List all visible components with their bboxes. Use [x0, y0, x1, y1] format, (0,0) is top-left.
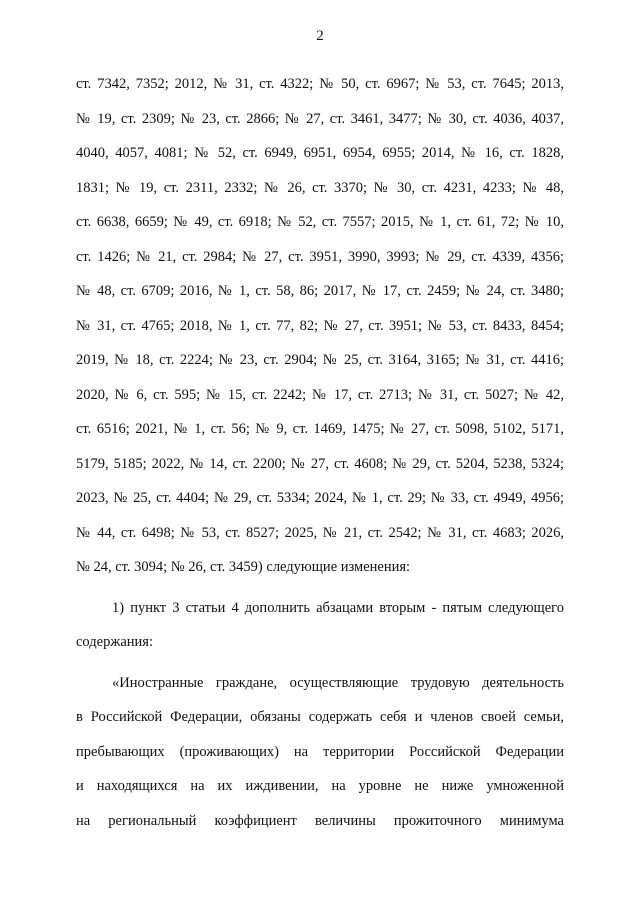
text-line: 2019, № 18, ст. 2224; № 23, ст. 2904; № 25, ст. 3164, 3165; № 31, ст. 4416;: [76, 352, 564, 368]
text-line: № 19, ст. 2309; № 23, ст. 2866; № 27, ст. 3461, 3477; № 30, ст. 4036, 4037,: [76, 110, 564, 127]
text-line: «Иностранные граждане, осуществляющие трудовую деятельность: [112, 674, 564, 691]
text-line: 5179, 5185; 2022, № 14, ст. 2200; № 27, ст. 4608; № 29, ст. 5204, 5238, 5324;: [76, 455, 564, 472]
text-line: 4040, 4057, 4081; № 52, ст. 6949, 6951, 6954, 6955; 2014, № 16, ст. 1828,: [76, 145, 564, 161]
text-line: № 44, ст. 6498; № 53, ст. 8527; 2025, № 21, ст. 2542; № 31, ст. 4683; 2026,: [76, 524, 564, 541]
paragraph-item-1: [76, 591, 564, 660]
document-body: [76, 67, 564, 838]
text-line: содержания:: [76, 634, 154, 650]
text-line: № 31, ст. 4765; 2018, № 1, ст. 77, 82; № 27, ст. 3951; № 53, ст. 8433, 8454;: [76, 317, 564, 334]
text-line: № 24, ст. 3094; № 26, ст. 3459) следующие изменения:: [76, 559, 411, 575]
paragraph-citations: [76, 67, 564, 585]
text-line: ст. 6638, 6659; № 49, ст. 6918; № 52, ст. 7557; 2015, № 1, ст. 61, 72; № 10,: [76, 214, 564, 230]
text-line: 1831; № 19, ст. 2311, 2332; № 26, ст. 3370; № 30, ст. 4231, 4233; № 48,: [76, 179, 564, 196]
text-line: на региональный коэффициент величины прожиточного минимума: [76, 812, 564, 829]
text-line: 2023, № 25, ст. 4404; № 29, ст. 5334; 2024, № 1, ст. 29; № 33, ст. 4949, 4956;: [76, 490, 564, 506]
text-line: и находящихся на их иждивении, на уровне не ниже умноженной: [76, 778, 564, 794]
paragraph-quote: [76, 666, 564, 839]
text-line: № 48, ст. 6709; 2016, № 1, ст. 58, 86; 2017, № 17, ст. 2459; № 24, ст. 3480;: [76, 283, 564, 299]
text-line: 2020, № 6, ст. 595; № 15, ст. 2242; № 17, ст. 2713; № 31, ст. 5027; № 42,: [76, 386, 564, 403]
page-number: 2: [316, 28, 324, 44]
text-line: пребывающих (проживающих) на территории Российской Федерации: [76, 743, 564, 760]
text-line: ст. 6516; 2021, № 1, ст. 56; № 9, ст. 1469, 1475; № 27, ст. 5098, 5102, 5171,: [76, 421, 564, 437]
text-line: ст. 1426; № 21, ст. 2984; № 27, ст. 3951, 3990, 3993; № 29, ст. 4339, 4356;: [76, 248, 564, 265]
text-line: ст. 7342, 7352; 2012, № 31, ст. 4322; № 50, ст. 6967; № 53, ст. 7645; 2013,: [76, 76, 564, 92]
text-line: 1) пункт 3 статьи 4 дополнить абзацами вторым - пятым следующего: [112, 599, 564, 616]
text-line: в Российской Федерации, обязаны содержать себя и членов своей семьи,: [76, 709, 564, 725]
